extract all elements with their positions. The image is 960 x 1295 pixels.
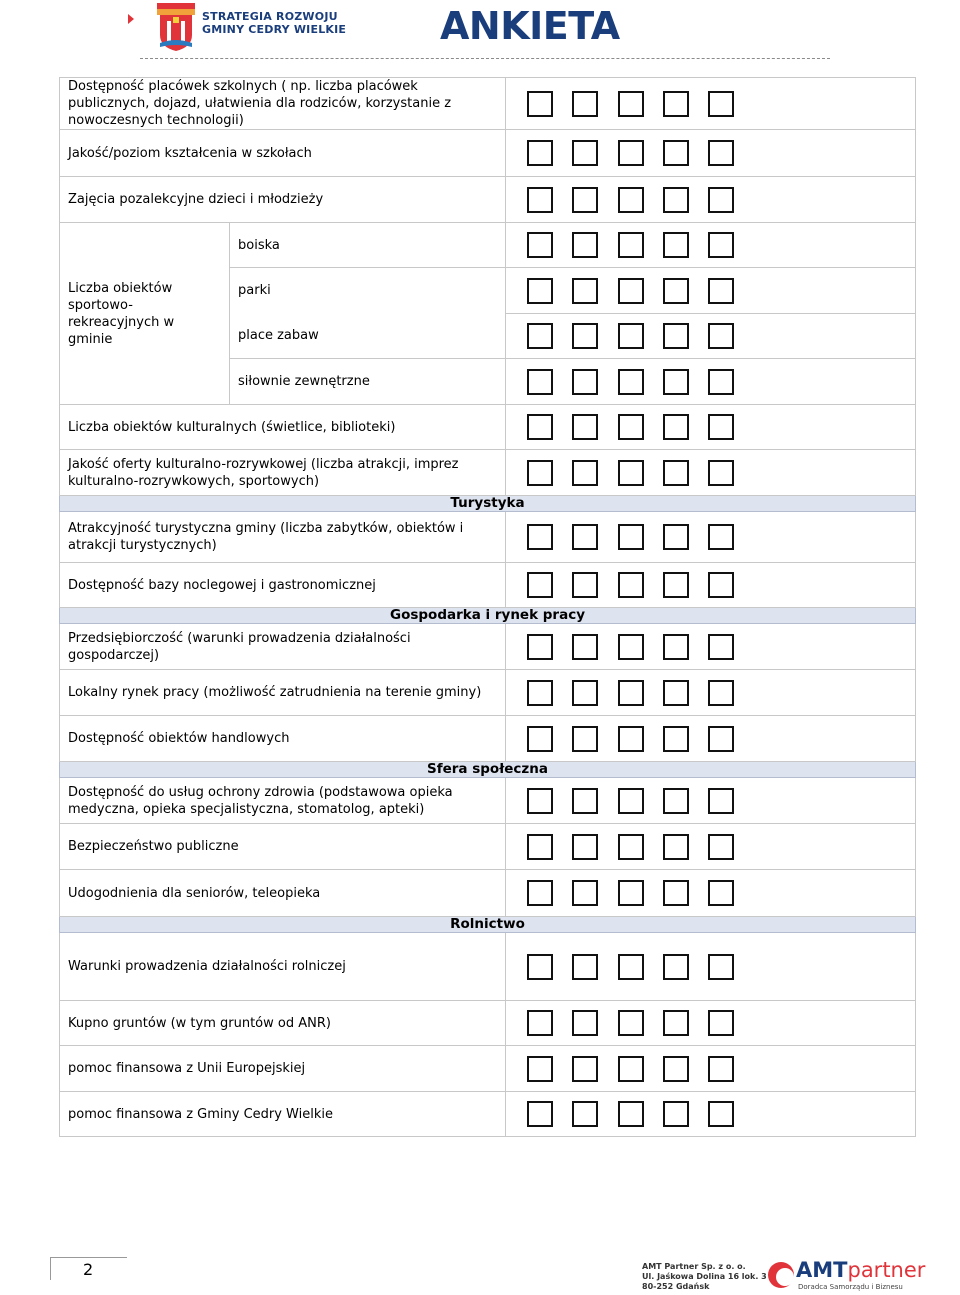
- rating-checkbox[interactable]: [618, 91, 644, 117]
- rating-checkbox[interactable]: [708, 788, 734, 814]
- question-label: Bezpieczeństwo publiczne: [60, 824, 506, 870]
- rating-checkbox[interactable]: [572, 323, 598, 349]
- table-row: [60, 824, 916, 870]
- company-line-2: Ul. Jaśkowa Dolina 16 lok. 3: [642, 1272, 767, 1281]
- rating-options: [506, 1046, 916, 1092]
- rating-checkbox[interactable]: [618, 414, 644, 440]
- chevron-right-icon: [128, 14, 134, 24]
- rating-checkbox[interactable]: [618, 880, 644, 906]
- rating-checkbox[interactable]: [572, 572, 598, 598]
- rating-checkbox[interactable]: [708, 323, 734, 349]
- rating-checkbox[interactable]: [708, 187, 734, 213]
- rating-checkbox[interactable]: [663, 232, 689, 258]
- rating-checkbox[interactable]: [618, 834, 644, 860]
- company-line-1: AMT Partner Sp. z o. o.: [642, 1262, 746, 1271]
- rating-checkbox[interactable]: [572, 524, 598, 550]
- question-label: Lokalny rynek pracy (możliwość zatrudnienia na terenie gminy): [60, 670, 506, 716]
- question-label: Zajęcia pozalekcyjne dzieci i młodzieży: [60, 177, 506, 223]
- rating-checkbox[interactable]: [572, 954, 598, 980]
- rating-checkbox[interactable]: [527, 788, 553, 814]
- question-label: Liczba obiektów kulturalnych (świetlice, biblioteki): [60, 405, 506, 450]
- rating-checkbox[interactable]: [618, 278, 644, 304]
- rating-checkbox[interactable]: [527, 1010, 553, 1036]
- rating-checkbox[interactable]: [663, 1056, 689, 1082]
- rating-checkbox[interactable]: [663, 1010, 689, 1036]
- rating-checkbox[interactable]: [527, 187, 553, 213]
- rating-checkbox[interactable]: [527, 91, 553, 117]
- rating-checkbox[interactable]: [663, 880, 689, 906]
- table-row: [60, 624, 916, 670]
- rating-options: [506, 268, 916, 314]
- rating-checkbox[interactable]: [527, 572, 553, 598]
- question-label: Dostępność obiektów handlowych: [60, 716, 506, 762]
- page-header: [0, 0, 960, 62]
- rating-checkbox[interactable]: [708, 524, 734, 550]
- rating-checkbox[interactable]: [527, 834, 553, 860]
- amt-tagline: Doradca Samorządu i Biznesu: [798, 1283, 903, 1291]
- rating-checkbox[interactable]: [572, 680, 598, 706]
- section-header: [60, 496, 916, 512]
- section-header: [60, 917, 916, 933]
- rating-checkbox[interactable]: [663, 414, 689, 440]
- rating-options: [506, 177, 916, 223]
- rating-checkbox[interactable]: [618, 788, 644, 814]
- rating-checkbox[interactable]: [572, 140, 598, 166]
- rating-checkbox[interactable]: [572, 278, 598, 304]
- rating-checkbox[interactable]: [572, 788, 598, 814]
- question-label: pomoc finansowa z Gminy Cedry Wielkie: [60, 1092, 506, 1137]
- rating-checkbox[interactable]: [708, 278, 734, 304]
- rating-checkbox[interactable]: [708, 460, 734, 486]
- rating-checkbox[interactable]: [572, 880, 598, 906]
- rating-options: [506, 223, 916, 268]
- sub-question-label: siłownie zewnętrzne: [230, 359, 506, 405]
- rating-checkbox[interactable]: [663, 140, 689, 166]
- rating-options: [506, 933, 916, 1001]
- rating-checkbox[interactable]: [708, 954, 734, 980]
- rating-checkbox[interactable]: [572, 1101, 598, 1127]
- rating-options: [506, 78, 916, 130]
- amt-logo-accent: partner: [847, 1258, 926, 1282]
- rating-checkbox[interactable]: [708, 726, 734, 752]
- rating-checkbox[interactable]: [708, 232, 734, 258]
- rating-checkbox[interactable]: [663, 680, 689, 706]
- question-label: Atrakcyjność turystyczna gminy (liczba zabytków, obiektów i atrakcji turystycznych): [60, 512, 506, 563]
- rating-checkbox[interactable]: [572, 726, 598, 752]
- company-address: [642, 1262, 767, 1292]
- rating-checkbox[interactable]: [663, 278, 689, 304]
- rating-checkbox[interactable]: [663, 634, 689, 660]
- logo-line-1: STRATEGIA ROZWOJU: [202, 10, 338, 23]
- coat-of-arms-logo: [157, 3, 195, 51]
- section-title: Sfera społeczna: [427, 761, 548, 777]
- section-title: Gospodarka i rynek pracy: [389, 607, 585, 623]
- rating-checkbox[interactable]: [618, 1010, 644, 1036]
- rating-checkbox[interactable]: [663, 460, 689, 486]
- table-row: [60, 78, 916, 130]
- rating-options: [506, 405, 916, 450]
- rating-checkbox[interactable]: [708, 91, 734, 117]
- rating-checkbox[interactable]: [572, 834, 598, 860]
- rating-options: [506, 870, 916, 917]
- sub-question-label: boiska: [230, 223, 506, 268]
- amt-logo-main: AMT: [796, 1258, 848, 1282]
- rating-checkbox[interactable]: [663, 524, 689, 550]
- rating-checkbox[interactable]: [572, 1010, 598, 1036]
- rating-checkbox[interactable]: [663, 369, 689, 395]
- rating-checkbox[interactable]: [572, 414, 598, 440]
- rating-checkbox[interactable]: [618, 460, 644, 486]
- rating-checkbox[interactable]: [618, 187, 644, 213]
- logo-text: [202, 10, 346, 36]
- question-label: Dostępność placówek szkolnych ( np. liczba placówek publicznych, dojazd, ułatwienia dla rodziców, korzystanie z nowoczesnych technologii): [60, 78, 506, 130]
- amt-logo-icon-inner: [776, 1268, 794, 1286]
- table-row: [60, 716, 916, 762]
- rating-options: [506, 512, 916, 563]
- rating-checkbox[interactable]: [663, 323, 689, 349]
- table-row: [60, 933, 916, 1001]
- rating-checkbox[interactable]: [708, 680, 734, 706]
- rating-checkbox[interactable]: [572, 460, 598, 486]
- rating-checkbox[interactable]: [527, 460, 553, 486]
- sub-question-label: parki: [230, 268, 506, 314]
- question-label: Jakość/poziom kształcenia w szkołach: [60, 130, 506, 177]
- rating-checkbox[interactable]: [708, 634, 734, 660]
- section-header: [60, 608, 916, 624]
- section-title: Rolnictwo: [450, 916, 525, 932]
- rating-checkbox[interactable]: [663, 572, 689, 598]
- rating-checkbox[interactable]: [618, 524, 644, 550]
- rating-checkbox[interactable]: [663, 1101, 689, 1127]
- company-line-3: 80-252 Gdańsk: [642, 1282, 710, 1291]
- rating-checkbox[interactable]: [618, 572, 644, 598]
- rating-options: [506, 624, 916, 670]
- question-label: Kupno gruntów (w tym gruntów od ANR): [60, 1001, 506, 1046]
- question-label: Przedsiębiorczość (warunki prowadzenia działalności gospodarczej): [60, 624, 506, 670]
- rating-options: [506, 130, 916, 177]
- table-row: [60, 1046, 916, 1092]
- question-label: Dostępność bazy noclegowej i gastronomicznej: [60, 563, 506, 608]
- rating-checkbox[interactable]: [708, 1010, 734, 1036]
- rating-checkbox[interactable]: [618, 140, 644, 166]
- rating-checkbox[interactable]: [618, 954, 644, 980]
- rating-checkbox[interactable]: [708, 572, 734, 598]
- question-label: pomoc finansowa z Unii Europejskiej: [60, 1046, 506, 1092]
- rating-checkbox[interactable]: [527, 323, 553, 349]
- rating-checkbox[interactable]: [708, 834, 734, 860]
- table-row: [60, 512, 916, 563]
- rating-checkbox[interactable]: [527, 369, 553, 395]
- rating-options: [506, 716, 916, 762]
- rating-checkbox[interactable]: [708, 369, 734, 395]
- survey-table: [59, 77, 916, 1137]
- rating-checkbox[interactable]: [663, 91, 689, 117]
- rating-checkbox[interactable]: [527, 524, 553, 550]
- section-title: Turystyka: [450, 495, 525, 511]
- question-label: Jakość oferty kulturalno-rozrywkowej (liczba atrakcji, imprez kulturalno-rozrywkowych, sportowych): [60, 450, 506, 496]
- rating-checkbox[interactable]: [618, 232, 644, 258]
- rating-checkbox[interactable]: [618, 1101, 644, 1127]
- rating-checkbox[interactable]: [527, 726, 553, 752]
- table-row: [60, 1092, 916, 1137]
- rating-checkbox[interactable]: [527, 278, 553, 304]
- rating-checkbox[interactable]: [527, 954, 553, 980]
- group-label: Liczba obiektów sportowo-rekreacyjnych w gminie: [60, 223, 230, 405]
- rating-checkbox[interactable]: [708, 1101, 734, 1127]
- rating-checkbox[interactable]: [618, 323, 644, 349]
- rating-checkbox[interactable]: [618, 369, 644, 395]
- rating-options: [506, 359, 916, 405]
- rating-checkbox[interactable]: [618, 634, 644, 660]
- table-row: [60, 177, 916, 223]
- logo-line-2: GMINY CEDRY WIELKIE: [202, 23, 347, 36]
- table-row: [60, 670, 916, 716]
- question-label: Udogodnienia dla seniorów, teleopieka: [60, 870, 506, 917]
- rating-checkbox[interactable]: [527, 140, 553, 166]
- rating-checkbox[interactable]: [572, 369, 598, 395]
- table-row: [60, 870, 916, 917]
- rating-checkbox[interactable]: [618, 1056, 644, 1082]
- rating-checkbox[interactable]: [663, 834, 689, 860]
- rating-checkbox[interactable]: [527, 880, 553, 906]
- page-number: 2: [83, 1260, 94, 1279]
- rating-options: [506, 563, 916, 608]
- table-row: [60, 223, 916, 268]
- question-label: Warunki prowadzenia działalności rolniczej: [60, 933, 506, 1001]
- rating-checkbox[interactable]: [708, 1056, 734, 1082]
- document-title: ANKIETA: [440, 4, 620, 48]
- table-row: [60, 450, 916, 496]
- rating-checkbox[interactable]: [572, 1056, 598, 1082]
- table-row: [60, 563, 916, 608]
- rating-options: [506, 450, 916, 496]
- rating-checkbox[interactable]: [527, 1101, 553, 1127]
- rating-checkbox[interactable]: [663, 788, 689, 814]
- rating-checkbox[interactable]: [527, 1056, 553, 1082]
- rating-checkbox[interactable]: [708, 880, 734, 906]
- header-divider: [140, 58, 830, 59]
- rating-checkbox[interactable]: [572, 187, 598, 213]
- question-label: Dostępność do usług ochrony zdrowia (podstawowa opieka medyczna, opieka specjalistyczna, stomatolog, apteki): [60, 778, 506, 824]
- rating-checkbox[interactable]: [572, 634, 598, 660]
- rating-checkbox[interactable]: [663, 187, 689, 213]
- rating-checkbox[interactable]: [663, 726, 689, 752]
- table-row: [60, 1001, 916, 1046]
- rating-options: [506, 824, 916, 870]
- rating-options: [506, 1001, 916, 1046]
- amt-logo-text: [796, 1258, 925, 1282]
- rating-options: [506, 778, 916, 824]
- rating-options: [506, 670, 916, 716]
- rating-checkbox[interactable]: [663, 954, 689, 980]
- rating-checkbox[interactable]: [527, 414, 553, 440]
- rating-checkbox[interactable]: [527, 680, 553, 706]
- table-row: [60, 778, 916, 824]
- sub-question-label: place zabaw: [230, 314, 506, 359]
- rating-checkbox[interactable]: [527, 634, 553, 660]
- rating-checkbox[interactable]: [618, 680, 644, 706]
- section-header: [60, 762, 916, 778]
- rating-checkbox[interactable]: [618, 726, 644, 752]
- rating-options: [506, 1092, 916, 1137]
- rating-options: [506, 314, 916, 359]
- rating-checkbox[interactable]: [708, 414, 734, 440]
- rating-checkbox[interactable]: [572, 91, 598, 117]
- table-row: [60, 130, 916, 177]
- rating-checkbox[interactable]: [708, 140, 734, 166]
- rating-checkbox[interactable]: [527, 232, 553, 258]
- rating-checkbox[interactable]: [572, 232, 598, 258]
- table-row: [60, 405, 916, 450]
